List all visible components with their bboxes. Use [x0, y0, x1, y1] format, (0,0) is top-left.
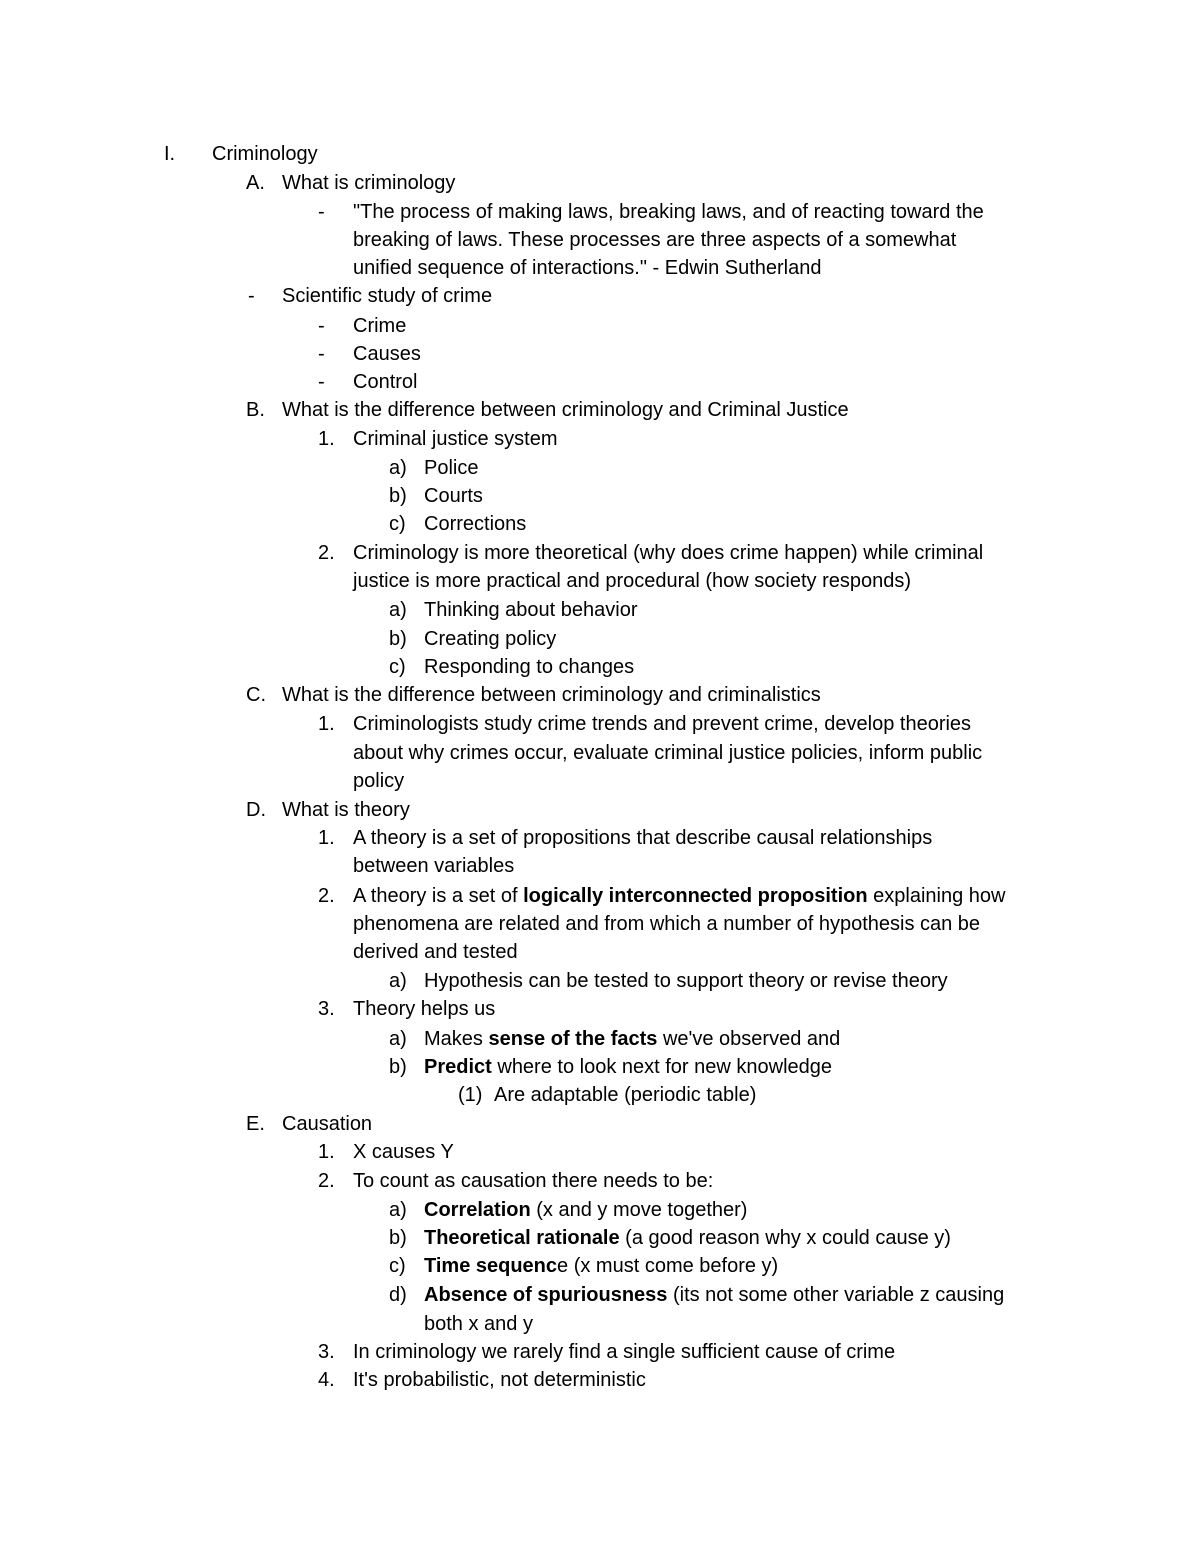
outline-text: A theory is a set of logically interconnected proposition explaining how — [353, 885, 1006, 907]
outline-line — [0, 1167, 1200, 1195]
outline-line — [0, 824, 1200, 852]
outline-line — [0, 1025, 1200, 1053]
outline-line — [0, 226, 1200, 254]
outline-line — [0, 396, 1200, 424]
outline-line — [0, 653, 1200, 681]
outline-text: derived and tested — [353, 941, 518, 963]
outline-line — [0, 938, 1200, 966]
outline-marker: a) — [389, 1199, 407, 1221]
outline-text: unified sequence of interactions." - Edwin Sutherland — [353, 257, 822, 279]
outline-line — [0, 368, 1200, 396]
outline-line — [0, 312, 1200, 340]
outline-line — [0, 1053, 1200, 1081]
outline-text: Courts — [424, 485, 483, 507]
outline-text: X causes Y — [353, 1141, 454, 1163]
outline-line — [0, 254, 1200, 282]
outline-line — [0, 425, 1200, 453]
outline-line — [0, 1138, 1200, 1166]
outline-text: policy — [353, 770, 405, 792]
outline-text: Crime — [353, 315, 407, 337]
outline-marker: - — [318, 343, 325, 365]
outline-line — [0, 482, 1200, 510]
outline-marker: 2. — [318, 1170, 335, 1192]
outline-line — [0, 1281, 1200, 1309]
outline-text: Causes — [353, 343, 421, 365]
outline-text: Absence of spuriousness (its not some other variable z causing — [424, 1284, 1005, 1306]
outline-text: Criminologists study crime trends and prevent crime, develop theories — [353, 713, 972, 735]
outline-text: Predict where to look next for new knowledge — [424, 1056, 833, 1078]
outline-marker: 1. — [318, 1141, 335, 1163]
outline-marker: 1. — [318, 428, 335, 450]
outline-line — [0, 1252, 1200, 1280]
outline-text: breaking of laws. These processes are three aspects of a somewhat — [353, 229, 957, 251]
outline-line — [0, 510, 1200, 538]
outline-text: Control — [353, 371, 418, 393]
outline-line — [0, 282, 1200, 310]
outline-marker: b) — [389, 1056, 407, 1078]
outline-text: Creating policy — [424, 628, 557, 650]
outline-marker: I. — [164, 143, 176, 165]
outline-marker: a) — [389, 457, 407, 479]
outline-text: What is the difference between criminology and Criminal Justice — [282, 399, 849, 421]
outline-line — [0, 198, 1200, 226]
outline-marker: 2. — [318, 542, 335, 564]
outline-line — [0, 852, 1200, 880]
outline-text: Makes sense of the facts we've observed and — [424, 1028, 841, 1050]
outline-marker: a) — [389, 1028, 407, 1050]
outline-marker: (1) — [458, 1084, 483, 1106]
outline-line — [0, 169, 1200, 197]
outline-line — [0, 596, 1200, 624]
outline-text: between variables — [353, 855, 515, 877]
outline-marker: 3. — [318, 1341, 335, 1363]
outline-text: about why crimes occur, evaluate criminal justice policies, inform public — [353, 742, 983, 764]
outline-text: Correlation (x and y move together) — [424, 1199, 748, 1221]
outline-marker: 3. — [318, 998, 335, 1020]
outline-text: Scientific study of crime — [282, 285, 493, 307]
outline-text: Criminology — [212, 143, 318, 165]
outline-line — [0, 140, 1200, 168]
outline-marker: b) — [389, 1227, 407, 1249]
outline-marker: d) — [389, 1284, 407, 1306]
outline-text: phenomena are related and from which a number of hypothesis can be — [353, 913, 981, 935]
outline-line — [0, 567, 1200, 595]
outline-marker: 1. — [318, 713, 335, 735]
outline-text: Hypothesis can be tested to support theory or revise theory — [424, 970, 948, 992]
outline-marker: a) — [389, 970, 407, 992]
outline-text: What is criminology — [282, 172, 456, 194]
outline-text: Theory helps us — [353, 998, 496, 1020]
outline-marker: - — [248, 285, 255, 307]
outline-marker: 2. — [318, 885, 335, 907]
outline-line — [0, 1110, 1200, 1138]
outline-text: Theoretical rationale (a good reason why x could cause y) — [424, 1227, 951, 1249]
outline-text: Criminology is more theoretical (why does crime happen) while criminal — [353, 542, 984, 564]
outline-marker: D. — [246, 799, 266, 821]
outline-line — [0, 539, 1200, 567]
outline-text: To count as causation there needs to be: — [353, 1170, 714, 1192]
outline-line — [0, 710, 1200, 738]
outline-line — [0, 454, 1200, 482]
outline-marker: c) — [389, 513, 406, 535]
outline-marker: E. — [246, 1113, 265, 1135]
outline-line — [0, 1310, 1200, 1338]
outline-text: Criminal justice system — [353, 428, 558, 450]
outline-text: A theory is a set of propositions that describe causal relationships — [353, 827, 933, 849]
outline-text: What is the difference between criminology and criminalistics — [282, 684, 821, 706]
outline-line — [0, 882, 1200, 910]
outline-marker: b) — [389, 485, 407, 507]
outline-line — [0, 1338, 1200, 1366]
outline-text: both x and y — [424, 1313, 533, 1335]
outline-marker: C. — [246, 684, 266, 706]
outline-text: Corrections — [424, 513, 527, 535]
outline-text: Thinking about behavior — [424, 599, 638, 621]
outline-text: justice is more practical and procedural (how society responds) — [353, 570, 912, 592]
outline-marker: B. — [246, 399, 265, 421]
outline-marker: c) — [389, 1255, 406, 1277]
outline-line — [0, 1196, 1200, 1224]
outline-text: Are adaptable (periodic table) — [494, 1084, 757, 1106]
outline-text: "The process of making laws, breaking laws, and of reacting toward the — [353, 201, 984, 223]
outline-marker: - — [318, 371, 325, 393]
outline-text: Causation — [282, 1113, 373, 1135]
outline-text: Police — [424, 457, 479, 479]
outline-line — [0, 967, 1200, 995]
outline-line — [0, 995, 1200, 1023]
outline-marker: 4. — [318, 1369, 335, 1391]
outline-line — [0, 767, 1200, 795]
outline-line — [0, 739, 1200, 767]
outline-line — [0, 1366, 1200, 1394]
outline-text: What is theory — [282, 799, 410, 821]
outline-text: Time sequence (x must come before y) — [424, 1255, 779, 1277]
outline-marker: - — [318, 315, 325, 337]
outline-line — [0, 681, 1200, 709]
outline-line — [0, 910, 1200, 938]
outline-marker: a) — [389, 599, 407, 621]
outline-text: In criminology we rarely find a single sufficient cause of crime — [353, 1341, 896, 1363]
outline-marker: A. — [246, 172, 265, 194]
outline-line — [0, 340, 1200, 368]
outline-marker: - — [318, 201, 325, 223]
outline-line — [0, 1224, 1200, 1252]
outline-line — [0, 1081, 1200, 1109]
outline-text: It's probabilistic, not deterministic — [353, 1369, 646, 1391]
outline-line — [0, 625, 1200, 653]
outline-text: Responding to changes — [424, 656, 635, 678]
outline-marker: c) — [389, 656, 406, 678]
outline-marker: 1. — [318, 827, 335, 849]
outline-line — [0, 796, 1200, 824]
outline-marker: b) — [389, 628, 407, 650]
